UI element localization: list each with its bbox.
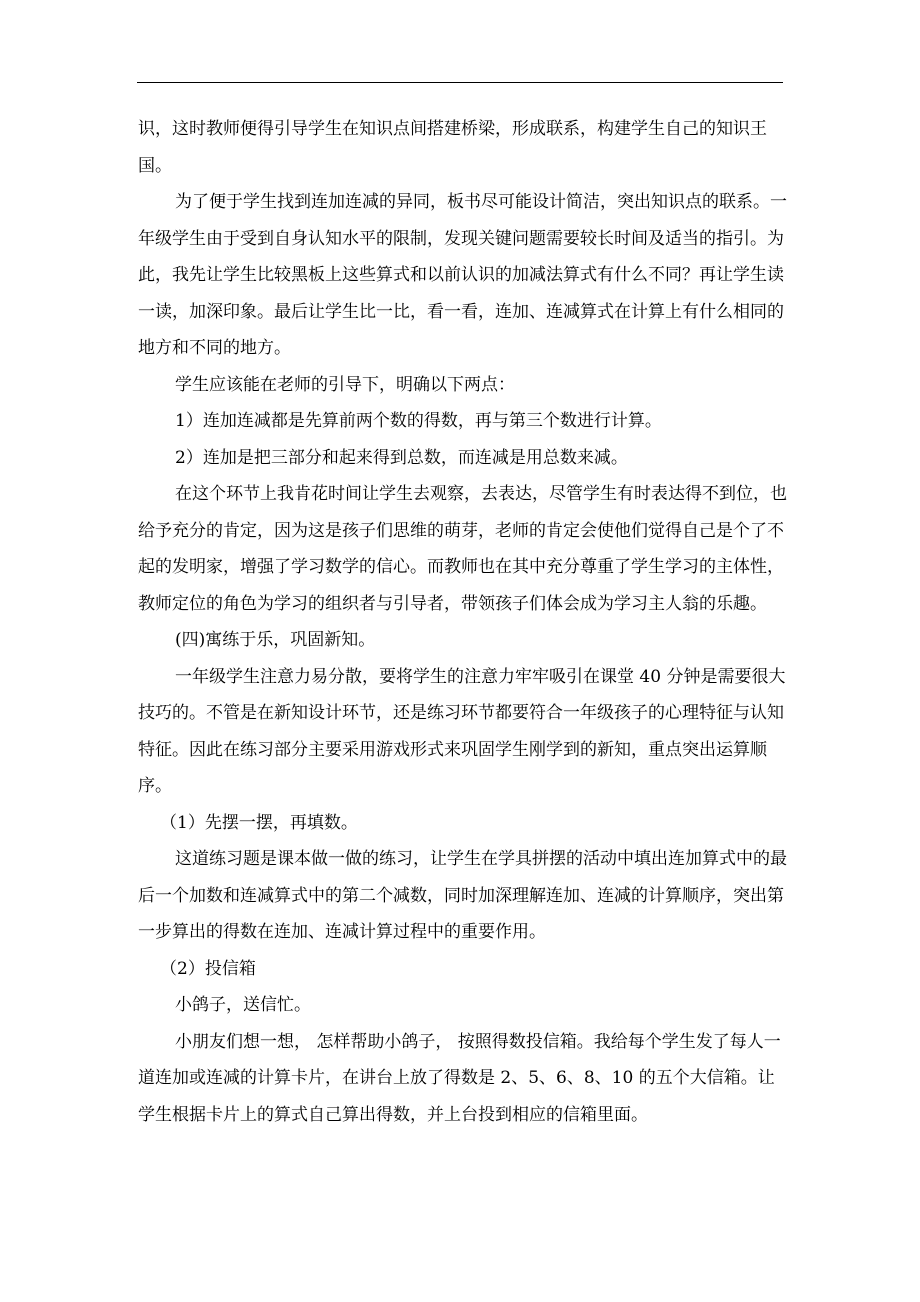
paragraph: 一年级学生注意力易分散，要将学生的注意力牢牢吸引在课堂 40 分钟是需要很大技巧的。不管是在新知设计环节，还是练习环节都要符合一年级孩子的心理特征与认知特征。因此在练习部分主要采用游戏形式来巩固学生刚学到的新知，重点突出运算顺序。 [138,666,786,796]
paragraph: 学生应该能在老师的引导下，明确以下两点： [175,374,515,395]
section-heading: (四)寓练于乐，巩固新知。 [175,630,376,650]
paragraph: 这道练习题是课本做一做的练习，让学生在学具拼摆的活动中填出连加算式中的最后一个加数和连减算式中的第二个减数，同时加深理解连加、连减的计算顺序，突出第一步算出的得数在连加、连减计算过程中的重要作用。 [138,849,787,942]
paragraph: 识，这时教师便得引导学生在知识点间搭建桥梁，形成联系，构建学生自己的知识王国。 [138,119,767,176]
paragraph: 在这个环节上我肯花时间让学生去观察，去表达，尽管学生有时表达得不到位，也给予充分的肯定，因为这是孩子们思维的萌芽，老师的肯定会使他们觉得自己是个了不起的发明家，增强了学习数学的信心。而教师也在其中充分尊重了学生学习的主体性，教师定位的角色为学习的组织者与引导者，带领孩子们体会成为学习主人翁的乐趣。 [138,484,787,614]
header-rule [137,82,783,83]
document-body [138,111,788,1133]
list-item: 1）连加连减都是先算前两个数的得数，再与第三个数进行计算。 [175,411,662,431]
list-item: 2）连加是把三部分和起来得到总数，而连减是用总数来减。 [175,447,628,468]
paragraph: 小朋友们想一想， 怎样帮助小鸽子， 按照得数投信箱。我给每个学生发了每人一道连加或连减的计算卡片，在讲台上放了得数是 2、5、6、8、10 的五个大信箱。让学生根据卡片上的算式自己算出得数，并上台投到相应的信箱里面。 [138,1031,781,1125]
subsection-heading: （2）投信箱 [160,958,256,979]
paragraph: 为了便于学生找到连加连减的异同，板书尽可能设计简洁，突出知识点的联系。一年级学生由于受到自身认知水平的限制，发现关键问题需要较长时间及适当的指引。为此，我先让学生比较黑板上这些算式和以前认识的加减法算式有什么不同？再让学生读一读，加深印象。最后让学生比一比，看一看，连加、连减算式在计算上有什么相同的地方和不同的地方。 [138,192,787,358]
paragraph: 小鸽子，送信忙。 [175,995,311,1015]
subsection-heading: （1）先摆一摆，再填数。 [160,812,358,833]
